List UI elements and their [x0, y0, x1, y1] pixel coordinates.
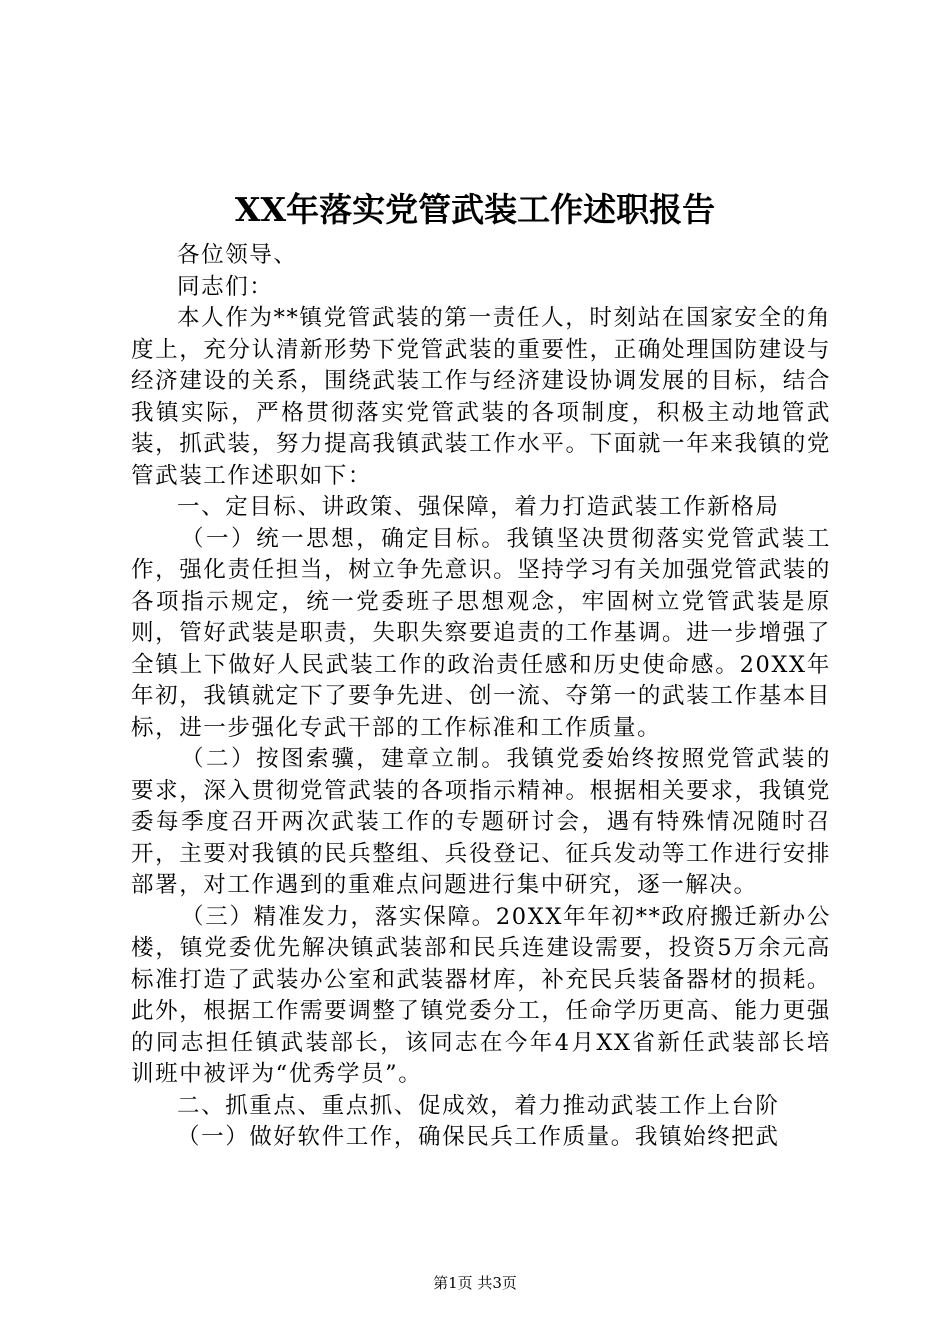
salutation-leaders: 各位领导、 [177, 242, 298, 268]
salutation-comrades: 同志们： [177, 273, 274, 300]
intro-paragraph: 本人作为**镇党管武装的第一责任人，时刻站在国家安全的角度上，充分认清新形势下党管武装的重要性，正确处理国防建设与经济建设的关系，围绕武装工作与经济建设协调发展的目标，结合我镇实际，严格贯彻落实党管武装的各项制度，积极主动地管武装，抓武装，努力提高我镇武装工作水平。下面就一年来我镇的党管武装工作述职如下： [131, 305, 831, 489]
document-title: XX年落实党管武装工作述职报告 [234, 190, 716, 229]
paragraph-1-2: （二）按图索骥，建章立制。我镇党委始终按照党管武装的要求，深入贯彻党管武装的各项指示精神。根据相关要求，我镇党委每季度召开两次武装工作的专题研讨会，遇有特殊情况随时召开，主要对我镇的民兵整组、兵役登记、征兵发动等工作进行安排部署，对工作遇到的重难点问题进行集中研究，逐一解决。 [131, 746, 831, 898]
paragraph-2-1: （一）做好软件工作，确保民兵工作质量。我镇始终把武 [177, 1124, 780, 1150]
paragraph-1-1: （一）统一思想，确定目标。我镇坚决贯彻落实党管武装工作，强化责任担当，树立争先意识。坚持学习有关加强党管武装的各项指示规定，统一党委班子思想观念，牢固树立党管武装是原则，管好武装是职责，失职失察要追责的工作基调。进一步增强了全镇上下做好人民武装工作的政治责任感和历史使命感。20XX年年初，我镇就定下了要争先进、创一流、夺第一的武装工作基本目标，进一步强化专武干部的工作标准和工作质量。 [131, 525, 831, 741]
section-heading-2: 二、抓重点、重点抓、促成效，着力推动武装工作上台阶 [177, 1092, 780, 1119]
document-body [131, 240, 831, 1154]
section-heading-1: 一、定目标、讲政策、强保障，着力打造武装工作新格局 [177, 494, 780, 520]
page-footer: 第1页 共3页 [433, 1274, 517, 1292]
paragraph-1-3: （三）精准发力，落实保障。20XX年年初**政府搬迁新办公楼，镇党委优先解决镇武装部和民兵连建设需要，投资5万余元高标准打造了武装办公室和武装器材库，补充民兵装备器材的损耗。此外，根据工作需要调整了镇党委分工，任命学历更高、能力更强的同志担任镇武装部长，该同志在今年4月XX省新任武装部长培训班中被评为“优秀学员”。 [131, 903, 831, 1087]
